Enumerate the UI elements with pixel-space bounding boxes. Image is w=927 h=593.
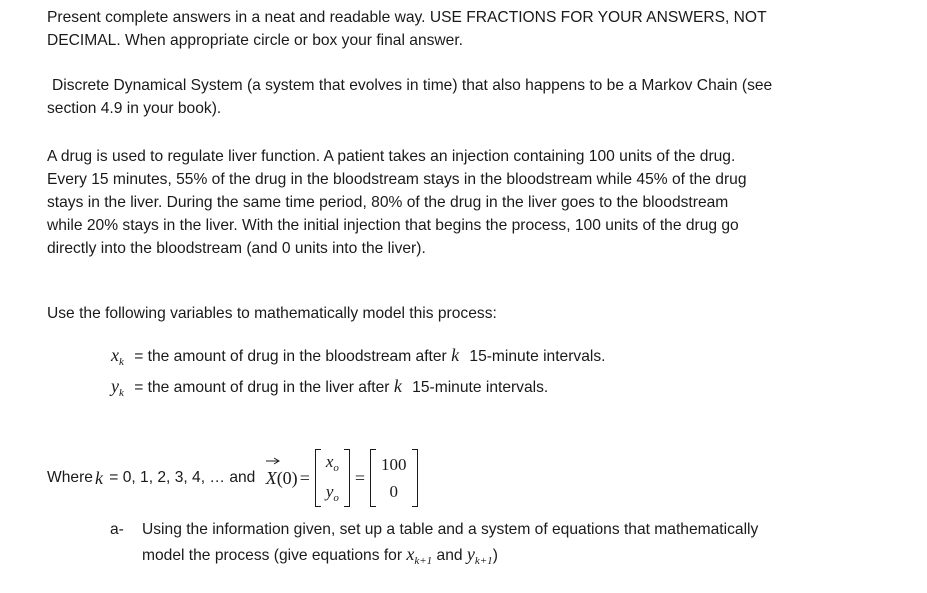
instructions-line-1: Present complete answers in a neat and readable way. USE FRACTIONS FOR YOUR ANSWERS, NOT (47, 9, 767, 26)
y-symbol: $y_k$ (111, 376, 124, 399)
variable-x-definition: $x_k$ = the amount of drug in the bloodstream after k 15-minute intervals. (111, 345, 606, 368)
intro-block (47, 74, 772, 120)
instructions-block (47, 6, 767, 52)
part-a-line-2: model the process (give equations for $x_{k+1}$ and $y_{k+1}$) (142, 544, 498, 567)
part-a-label: a- (110, 521, 124, 538)
variables-heading: Use the following variables to mathematically model this process: (47, 305, 497, 322)
part-a-question (110, 518, 882, 569)
vector-x-symbol: X(0) (266, 465, 298, 491)
variable-y-definition: $y_k$ = the amount of drug in the liver after k 15-minute intervals. (111, 376, 549, 399)
vector-arrow-icon (266, 457, 280, 465)
problem-line-5: directly into the bloodstream (and 0 units into the liver). (47, 240, 426, 257)
initial-condition: Where k = 0, 1, 2, 3, 4, … and X(0) = $x_o$ $y_o$ = 100 0 (47, 448, 421, 508)
initial-vector-values: 100 0 (370, 449, 418, 507)
x-symbol: $x_k$ (111, 345, 124, 368)
problem-line-1: A drug is used to regulate liver function. A patient takes an injection containing 100 units of the drug. (47, 148, 736, 165)
instructions-line-2: DECIMAL. When appropriate circle or box your final answer. (47, 32, 464, 49)
intro-line-1: Discrete Dynamical System (a system that evolves in time) that also happens to be a Markov Chain (see (52, 77, 773, 94)
part-a-line-1: Using the information given, set up a table and a system of equations that mathematically (142, 521, 759, 538)
initial-vector-symbolic: $x_o$ $y_o$ (315, 448, 350, 508)
problem-line-4: while 20% stays in the liver. With the initial injection that begins the process, 100 units of the drug go (47, 217, 739, 234)
intro-line-2: section 4.9 in your book). (47, 100, 222, 117)
problem-line-3: stays in the liver. During the same time period, 80% of the drug in the liver goes to the bloodstream (47, 194, 729, 211)
problem-block (47, 145, 747, 260)
problem-line-2: Every 15 minutes, 55% of the drug in the bloodstream stays in the bloodstream while 45% of the drug (47, 171, 747, 188)
